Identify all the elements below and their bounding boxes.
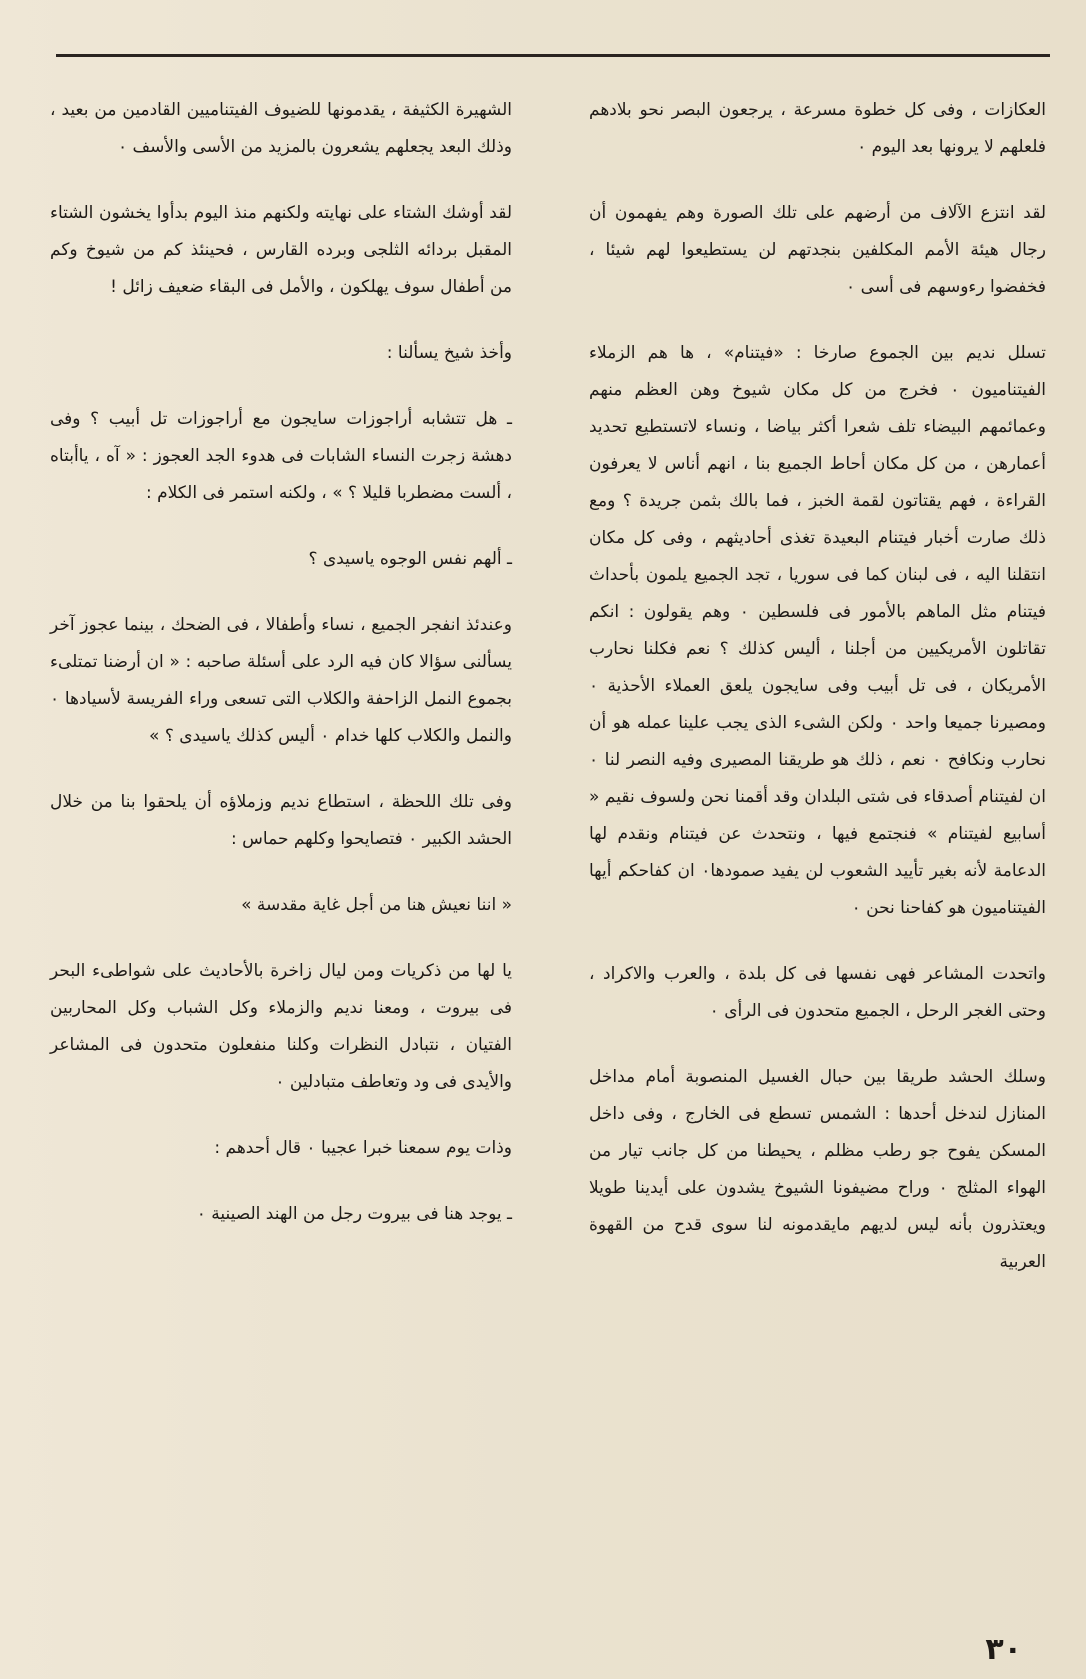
right-column xyxy=(589,92,1046,1310)
paragraph: العكازات ، وفى كل خطوة مسرعة ، يرجعون البصر نحو بلادهم فلعلهم لا يرونها بعد اليوم ٠ xyxy=(589,100,1046,157)
paragraph: واتحدت المشاعر فهى نفسها فى كل بلدة ، والعرب والاكراد ، وحتى الغجر الرحل ، الجميع متحدون فى الرأى ٠ xyxy=(589,964,1046,1021)
paragraph: لقد أوشك الشتاء على نهايته ولكنهم منذ اليوم بدأوا يخشون الشتاء المقبل بردائه الثلجى وبرده القارس ، فحينئذ كم من شيوخ وكم من أطفال سوف يهلكون ، والأمل فى البقاء ضعيف زائل ! xyxy=(50,203,512,297)
paragraph: ـ يوجد هنا فى بيروت رجل من الهند الصينية ٠ xyxy=(196,1204,512,1224)
paragraph: وعندئذ انفجر الجميع ، نساء وأطفالا ، فى الضحك ، بينما عجوز آخر يسألنى سؤالا كان فيه الرد على أسئلة صاحبه : « ان أرضنا تمتلىء بجموع النمل الزاحفة والكلاب التى تسعى وراء الفريسة لأسيادها ٠ والنمل والكلاب كلها خدام ٠ أليس كذلك ياسيدى ؟ » xyxy=(50,615,512,746)
paragraph: وفى تلك اللحظة ، استطاع نديم وزملاؤه أن يلحقوا بنا من خلال الحشد الكبير ٠ فتصايحوا وكلهم حماس : xyxy=(50,792,512,849)
paragraph: « اننا نعيش هنا من أجل غاية مقدسة » xyxy=(241,895,512,915)
paragraph: الشهيرة الكثيفة ، يقدمونها للضيوف الفيتناميين القادمين من بعيد ، وذلك البعد يجعلهم يشعرون بالمزيد من الأسى والأسف ٠ xyxy=(50,100,512,157)
paragraph: وسلك الحشد طريقا بين حبال الغسيل المنصوبة أمام مداخل المنازل لندخل أحدها : الشمس تسطع فى الخارج ، وفى داخل المسكن يفوح جو رطب مظلم ، يحيطنا من كل جانب تيار من الهواء المثلج ٠ وراح مضيفونا الشيوخ يشدون على أيدينا طويلا ويعتذرون بأنه ليس لديهم مايقدمونه لنا سوى قدح من القهوة العربية xyxy=(589,1067,1046,1272)
paragraph: وذات يوم سمعنا خبرا عجيبا ٠ قال أحدهم : xyxy=(214,1138,512,1158)
paragraph: وأخذ شيخ يسألنا : xyxy=(386,343,512,363)
left-column xyxy=(50,92,512,1262)
paragraph: لقد انتزع الآلاف من أرضهم على تلك الصورة وهم يفهمون أن رجال هيئة الأمم المكلفين بنجدتهم لن يستطيعوا لهم شيئا ، فخفضوا رءوسهم فى أسى ٠ xyxy=(589,203,1046,297)
paragraph: تسلل نديم بين الجموع صارخا : «فيتنام» ، ها هم الزملاء الفيتناميون ٠ فخرج من كل مكان شيوخ وهن العظم منهم وعمائمهم البيضاء تلف شعرا أكثر بياضا ، ونساء لاتستطيع تحديد أعمارهن ، من كل مكان أحاط الجميع بنا ، انهم أناس لا يعرفون القراءة ، فهم يقتاتون لقمة الخبز ، فما بالك بثمن جريدة ؟ ومع ذلك صارت أخبار فيتنام البعيدة تغذى أحاديثهم ، وفى كل مكان انتقلنا اليه ، فى لبنان كما فى سوريا ، تجد الجميع يلمون بأحداث فيتنام مثل الماهم بالأمور فى فلسطين ٠ وهم يقولون : انكم تقاتلون الأمريكيين من أجلنا ، أليس كذلك ؟ نعم فكلنا نحارب الأمريكان ، فى تل أبيب وفى سايجون يلعق العملاء الأحذية ٠ ومصيرنا جميعا واحد ٠ ولكن الشىء الذى يجب علينا عمله هو أن نحارب ونكافح ٠ نعم ، ذلك هو طريقنا المصيرى وفيه النصر لنا ٠ ان لفيتنام أصدقاء فى شتى البلدان وقد أقمنا نحن ولسوف نقيم « أسابيع لفيتنام » فنجتمع فيها ، ونتحدث عن فيتنام ونقدم لها الدعامة لأنه بغير تأييد الشعوب لن يفيد صمودها٠ ان كفاحكم أيها الفيتناميون هو كفاحنا نحن ٠ xyxy=(589,343,1047,918)
paragraph: ـ ألهم نفس الوجوه ياسيدى ؟ xyxy=(308,549,512,569)
paragraph: يا لها من ذكريات ومن ليال زاخرة بالأحاديث على شواطىء البحر فى بيروت ، ومعنا نديم والزملاء وكل الشباب وكل المحاربين الفتيان ، نتبادل النظرات وكلنا منفعلون متحدون فى المشاعر والأيدى فى ود وتعاطف متبادلين ٠ xyxy=(50,961,512,1092)
page-number: ٣٠ xyxy=(985,1632,1022,1667)
top-rule xyxy=(56,54,1050,57)
paragraph: ـ هل تتشابه أراجوزات سايجون مع أراجوزات تل أبيب ؟ وفى دهشة زجرت النساء الشابات فى هدوء الجد العجوز : « آه ، ياأبتاه ، ألست مضطربا قليلا ؟ » ، ولكنه استمر فى الكلام : xyxy=(50,409,512,503)
